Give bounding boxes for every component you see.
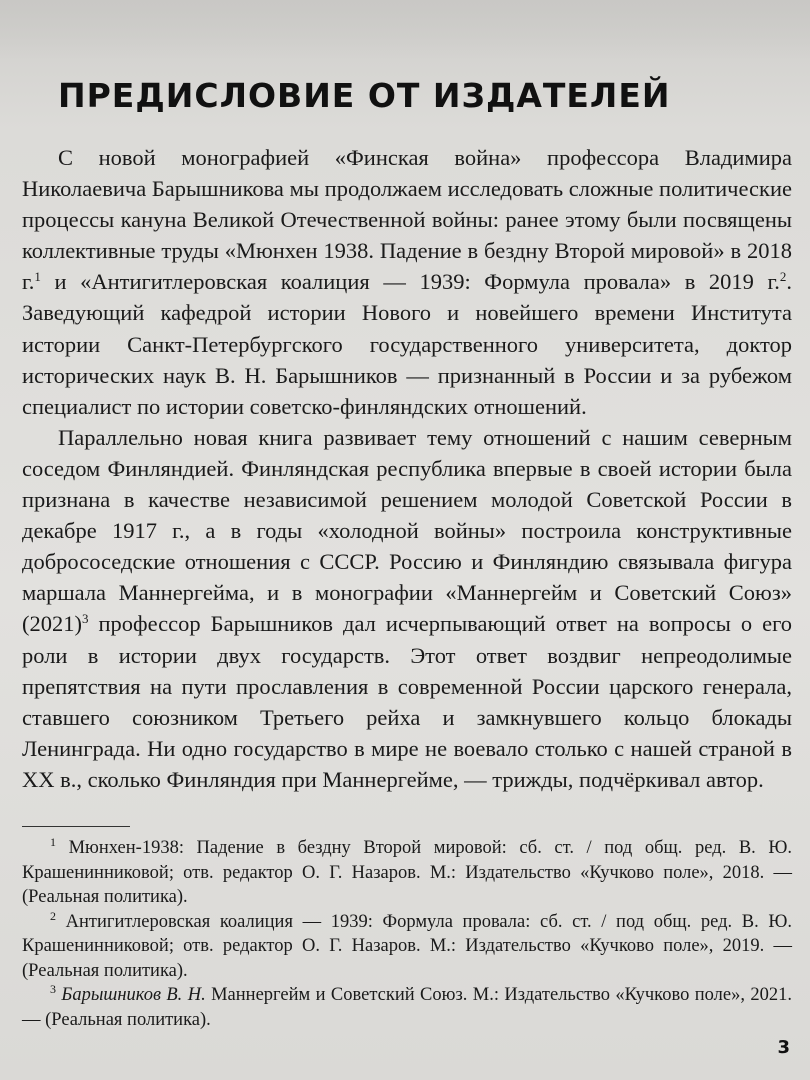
paragraph-2-text-2: профессор Барышников дал исчерпывающий ответ на вопросы о его роли в истории двух государств. Этот ответ воздвиг непреодолимые препятствия на пути прославления в современной России царского генерала, ставшего союзником Третьего рейха и замкнувшего кольцо блокады Ленинграда. Ни одно государство в мире не воевало столько с нашей страной в XX в., сколько Финляндия при Маннергейме, — трижды, подчёркивал автор. (22, 611, 792, 792)
footnote-number: 3 (50, 982, 56, 996)
bleed-through-shadow (0, 0, 810, 60)
paragraph-1-text-1: С новой монографией «Финская война» профессора Владимира Николаевича Барышникова мы продолжаем исследовать сложные политические процессы кануна Великой Отечественной войны: ранее этому были посвящены коллективные труды «Мюнхен 1938. Падение в бездну Второй мировой» в 2018 г. (22, 145, 792, 295)
footnote-3 (22, 983, 792, 1032)
body-text (22, 142, 792, 795)
footnote-number: 1 (50, 835, 56, 849)
footnote-1 (22, 836, 792, 910)
footnote-number: 2 (50, 908, 56, 923)
page-title: ПРЕДИСЛОВИЕ ОТ ИЗДАТЕЛЕЙ (58, 76, 671, 115)
footnote-ref-3: 3 (82, 611, 89, 627)
paragraph-2 (22, 422, 792, 795)
footnote-text: Маннергейм и Советский Союз. М.: Издательство «Кучково поле», 2021. — (Реальная политика). (22, 985, 792, 1030)
paragraph-2-text-1: Параллельно новая книга развивает тему отношений с нашим северным соседом Финляндией. Финляндская республика впервые в своей истории была признана в качестве независимой решением молодой Советской России в декабре 1917 г., а в годы «холодной войны» построила конструктивные добрососедские отношения с СССР. Россию и Финляндию связывала фигура маршала Маннергейма, и в монографии «Маннергейм и Советский Союз» (2021) (22, 424, 792, 637)
footnotes (22, 836, 792, 1032)
paragraph-1 (22, 142, 792, 422)
footnote-text: Антигитлеровская коалиция — 1939: Формула провала: сб. ст. / под общ. ред. В. Ю. Крашенинниковой; отв. редактор О. Г. Назаров. М.: Издательство «Кучково поле», 2019. — (Реальная политика). (22, 911, 792, 981)
footnote-ref-1: 1 (34, 269, 41, 285)
footnote-divider (22, 826, 130, 827)
paragraph-1-text-3: . Заведующий кафедрой истории Нового и новейшего времени Института истории Санкт-Петербургского государственного университета, доктор исторических наук В. Н. Барышников — признанный в России и за рубежом специалист по истории советско-финляндских отношений. (22, 269, 792, 419)
footnote-text: Мюнхен-1938: Падение в бездну Второй мировой: сб. ст. / под общ. ред. В. Ю. Крашенинниковой; отв. редактор О. Г. Назаров. М.: Издательство «Кучково поле», 2018. — (Реальная политика). (22, 838, 792, 907)
page-number: 3 (777, 1037, 790, 1058)
paragraph-1-text-2: и «Антигитлеровская коалиция — 1939: Формула провала» в 2019 г. (40, 269, 780, 295)
footnote-ref-2: 2 (779, 269, 787, 285)
footnote-author: Барышников В. Н. (61, 985, 206, 1005)
footnote-2 (22, 910, 792, 984)
